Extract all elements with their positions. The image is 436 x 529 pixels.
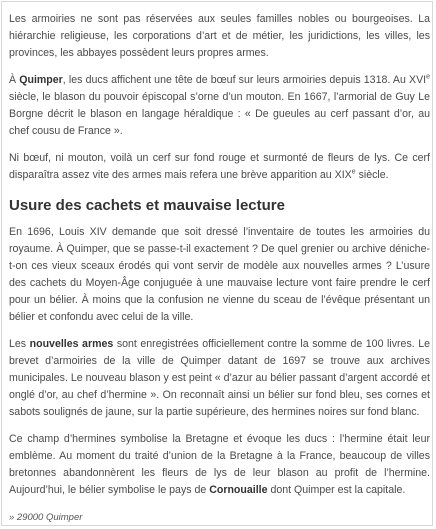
- quimper-keyword: Quimper: [19, 74, 63, 86]
- source-caption: » 29000 Quimper: [9, 512, 83, 523]
- cornouaille-keyword: Cornouaille: [209, 484, 268, 496]
- paragraph-nouvelles-armes: [9, 336, 430, 421]
- article-frame: [1, 1, 433, 526]
- text-segment: siècle.: [355, 169, 389, 181]
- paragraph-hermines: [9, 431, 430, 499]
- paragraph-cerf: [9, 150, 430, 184]
- article-body: [9, 11, 430, 526]
- paragraph-intro: [9, 11, 430, 62]
- nouvelles-armes-keyword: nouvelles armes: [29, 338, 114, 350]
- paragraph-quimper-history: [9, 72, 430, 140]
- text-segment: Les: [9, 338, 30, 350]
- text-segment: sont enregistrées officiellement contre la somme de 100 livres. Le brevet d’armoiries de la ville de Quimper datant de 1697 se trouve aux archives municipales. Le nouveau blason y est peint « d’azur au bélier passant d’argent accordé et onglé d’or, au chef d’hermine ». On reconnaît ainsi un bélier sur fond bleu, ses cornes et sabots soulignés de jaune, sur la partie supérieure, des hermines noires sur fond blanc.: [9, 338, 431, 418]
- text-segment: Ce champ d’hermines symbolise la Bretagne et évoque les ducs : l’hermine était leur emblème. Au moment du traité d’union de la Bretagne à la France, beaucoup de villes bretonnes abandonnèrent les fleurs de lys de leur blason au profit de l’hermine. Aujourd’hui, le bélier symbolise le pays de: [9, 433, 430, 496]
- superscript: e: [426, 73, 430, 81]
- section-heading: Usure des cachets et mauvaise lecture: [9, 197, 285, 214]
- paragraph-intro-text: Les armoiries ne sont pas réservées aux seules familles nobles ou bourgeoises. La hiérarchie religieuse, les corporations d’art et de métier, les juridictions, les villes, les provinces, les abbayes possèdent leurs propres armes.: [9, 13, 430, 59]
- paragraph-inventaire: [9, 224, 430, 326]
- text-segment: Ni bœuf, ni mouton, voilà un cerf sur fond rouge et surmonté de fleurs de lys. Ce cerf disparaîtra assez vite des armes mais refera une brève apparition au XIX: [9, 152, 430, 181]
- text-segment: siècle, le blason du pouvoir épiscopal s’orne d’un mouton. En 1667, l’armorial de Guy Le Borgne décrit le blason en langage héraldique : « De gueules au cerf passant d’or, au chef cousu de France ».: [9, 91, 430, 137]
- text-segment: dont Quimper est la capitale.: [267, 484, 406, 496]
- text-segment: À: [9, 74, 20, 86]
- text-segment: , les ducs affichent une tête de bœuf sur leurs armoiries depuis 1318. Au XVI: [62, 74, 427, 86]
- superscript: e: [351, 168, 356, 176]
- text-segment: En 1696, Louis XIV demande que soit dressé l’inventaire de toutes les armoiries du royaume. À Quimper, que se passe-t-il exactement ? De quel grenier ou archive déniche-t-on ces vieux sceaux érodés qui vont servir de modèle aux nouvelles armes ? L’usure des cachets du Moyen-Âge conjuguée à une mauvaise lecture vont faire prendre le cerf pour un bélier. À moins que la confusion ne vienne du sceau de l’évêque présentant un bélier et confondu avec celui de la ville.: [9, 226, 430, 323]
